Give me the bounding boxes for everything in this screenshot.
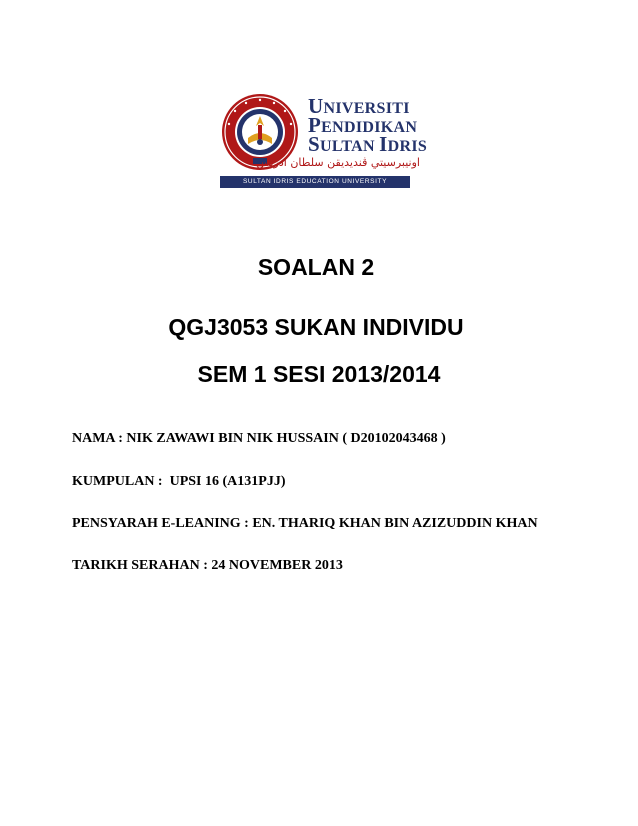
semester-heading: SEM 1 SESI 2013/2014 — [197, 361, 441, 387]
university-wordmark — [256, 94, 428, 170]
question-heading: SOALAN 2 — [257, 254, 375, 280]
lecturer-line: PENSYARAH E-LEANING : EN. THARIQ KHAN BIN AZIZUDDIN KHAN — [72, 516, 538, 531]
wordmark-line-sultan-idris — [308, 132, 428, 156]
group-line: KUMPULAN : UPSI 16 (A131PJJ) — [72, 474, 286, 489]
wordmark-line-universiti — [308, 94, 420, 118]
university-logo — [220, 92, 428, 190]
wordmark-initial: I — [379, 132, 388, 156]
wordmark-text: DRIS — [387, 138, 428, 155]
course-heading: QGJ3053 SUKAN INDIVIDU — [168, 314, 464, 340]
wordmark-text: ENDIDIKAN — [321, 119, 418, 136]
university-tagline: SULTAN IDRIS EDUCATION UNIVERSITY — [220, 176, 410, 188]
wordmark-text: NIVERSITI — [323, 100, 410, 117]
wordmark-initial: U — [308, 94, 324, 118]
wordmark-initial: S — [308, 132, 320, 156]
wordmark-text: ULTAN — [319, 138, 380, 155]
student-name-line: NAMA : NIK ZAWAWI BIN NIK HUSSAIN ( D20102043468 ) — [72, 431, 446, 446]
wordmark-arabic: اونيبرسيتي ڤنديديقن سلطان ادريس — [256, 156, 420, 169]
wordmark-line-pendidikan — [308, 113, 420, 137]
wordmark-initial: P — [308, 113, 322, 137]
submission-date-line: TARIKH SERAHAN : 24 NOVEMBER 2013 — [72, 558, 343, 573]
